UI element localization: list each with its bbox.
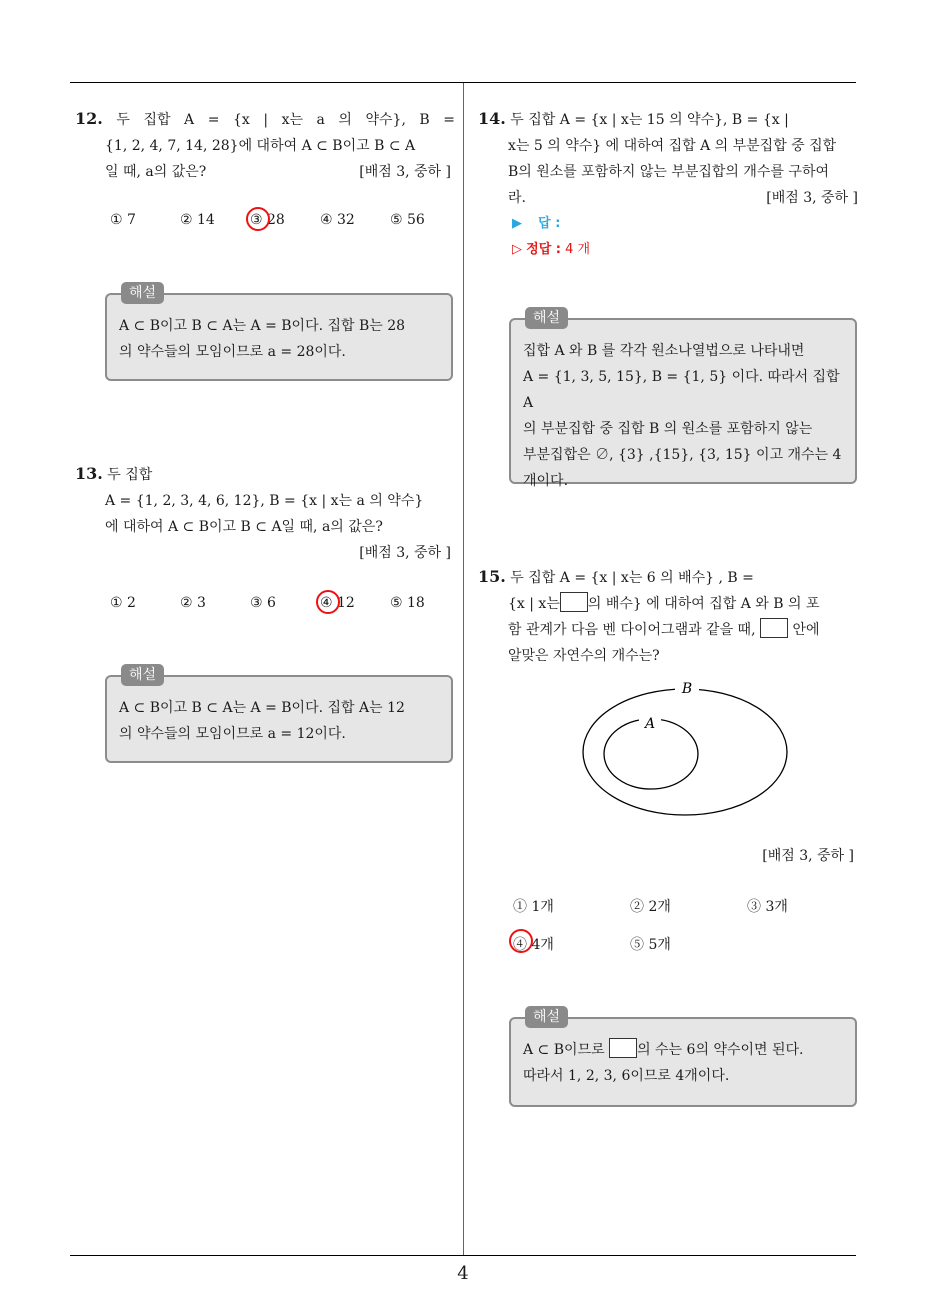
page-number: 4 [457,1263,469,1284]
choice-2[interactable]: ② 3 [180,595,206,611]
choices-15 [513,896,853,966]
blank-box [760,618,788,638]
choice-label: ④ 12 [320,595,355,611]
question-text-line: 에 대하여 A ⊂ B이고 B ⊂ A일 때, a의 값은? [105,519,383,535]
question-text-line: 두 집합 A = {x | x는 15 의 약수}, B = {x | [510,112,789,128]
question-14 [478,106,858,263]
answer-arrow-icon: ▶ [512,216,522,231]
answer-label: 답 : [538,216,561,231]
bottom-rule [70,1255,856,1256]
choice-1[interactable]: ① 7 [110,212,136,228]
solution-line: A = {1, 3, 5, 15}, B = {1, 5} 이다. 따라서 집합 A [523,369,840,411]
venn-label-a: A [644,716,656,732]
solution-line: 개이다. [523,473,569,489]
question-text-line: {x | x는 [508,596,560,612]
venn-label-b: B [681,681,693,697]
blank-box [560,592,588,612]
correct-value: 4 개 [565,242,591,257]
question-number: 14. [478,109,506,128]
solution-box-13 [105,667,453,763]
choice-label: ④ 4개 [513,937,554,953]
choice-2[interactable]: ② 2개 [630,899,671,915]
choice-3[interactable] [250,212,285,228]
correct-arrow-icon: ▷ [512,242,522,257]
question-text-line: 안에 [792,622,820,638]
choice-5[interactable]: ⑤ 5개 [630,937,671,953]
question-text-line: 일 때, a의 값은? [105,164,207,180]
solution-line: 의 약수들의 모임이므로 a = 12이다. [119,726,346,742]
solution-tag: 해설 [121,664,164,686]
venn-diagram [575,675,795,825]
choice-1[interactable]: ① 2 [110,595,136,611]
question-number: 15. [478,567,506,586]
blank-box [609,1038,637,1058]
question-text-line: A = {1, 2, 3, 4, 6, 12}, B = {x | x는 a 의 약수} [105,493,424,509]
question-text-line: 라. [508,190,526,206]
question-text-line: 두 집합 [107,467,153,483]
solution-line: A ⊂ B이므로 [523,1042,605,1058]
question-text-line: 두 집합 A = {x | x는 6 의 배수} , B = [510,570,754,586]
question-number: 13. [75,464,103,483]
question-text-line: 의 배수} 에 대하여 집합 A 와 B 의 포 [587,596,820,612]
choice-4[interactable]: ④ 32 [320,212,355,228]
selected-answer-circle [316,590,340,614]
points-label: [배점 3, 중하 ] [762,848,854,864]
selected-answer-circle [509,929,533,953]
solution-tag: 해설 [525,307,568,329]
points-label: [배점 3, 중하 ] [359,164,451,180]
solution-tag: 해설 [525,1006,568,1028]
question-text-line: {1, 2, 4, 7, 14, 28}에 대하여 A ⊂ B이고 B ⊂ A [105,138,416,154]
solution-line: A ⊂ B이고 B ⊂ A는 A = B이다. 집합 B는 28 [119,318,406,334]
solution-box-15 [509,1009,857,1107]
question-13 [75,461,455,566]
question-text-line: 두 집합 A = {x | x는 a 의 약수}, B = [116,112,455,128]
question-text-line: 알맞은 자연수의 개수는? [508,648,660,664]
choice-5[interactable]: ⑤ 56 [390,212,425,228]
choice-label: ③ 28 [250,212,285,228]
correct-label: 정답 : [526,242,561,257]
solution-line: A ⊂ B이고 B ⊂ A는 A = B이다. 집합 A는 12 [119,700,405,716]
choice-5[interactable]: ⑤ 18 [390,595,425,611]
solution-line: 집합 A 와 B 를 각각 원소나열법으로 나타내면 [523,343,805,359]
question-12 [75,106,455,185]
choice-1[interactable]: ① 1개 [513,899,554,915]
choice-4[interactable] [513,934,554,954]
column-divider [463,83,464,1255]
solution-box-12 [105,285,453,381]
solution-line: 따라서 1, 2, 3, 6이므로 4개이다. [523,1068,730,1084]
solution-line: 의 수는 6의 약수이면 된다. [637,1042,804,1058]
choice-2[interactable]: ② 14 [180,212,215,228]
points-label: [배점 3, 중하 ] [766,190,858,206]
choice-3[interactable]: ③ 3개 [747,899,788,915]
solution-line: 부분집합은 ∅, {3} ,{15}, {3, 15} 이고 개수는 4 [523,447,842,463]
solution-line: 의 약수들의 모임이므로 a = 28이다. [119,344,346,360]
question-text-line: B의 원소를 포함하지 않는 부분집합의 개수를 구하여 [508,164,829,180]
points-label: [배점 3, 중하 ] [359,545,451,561]
choice-4[interactable] [320,595,355,611]
solution-line: 의 부분집합 중 집합 B 의 원소를 포함하지 않는 [523,421,813,437]
choices-12 [110,212,450,238]
question-text-line: x는 5 의 약수} 에 대하여 집합 A 의 부분집합 중 집합 [508,138,837,154]
choice-3[interactable]: ③ 6 [250,595,276,611]
solution-tag: 해설 [121,282,164,304]
venn-set-b [583,689,787,815]
question-number: 12. [75,109,103,128]
choices-13 [110,595,450,621]
solution-box-14 [509,310,857,489]
selected-answer-circle [246,207,270,231]
question-15 [478,564,858,669]
question-text-line: 함 관계가 다음 벤 다이어그램과 같을 때, [508,622,756,638]
